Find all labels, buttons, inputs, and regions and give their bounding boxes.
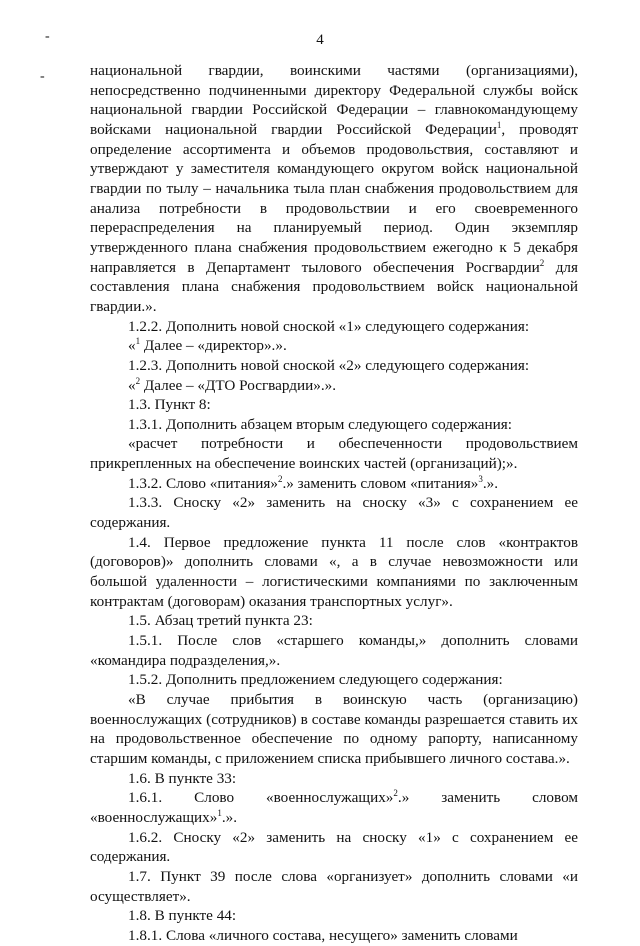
paragraph-p21 xyxy=(90,926,578,946)
paragraph-p13 xyxy=(90,631,578,670)
margin-mark: - xyxy=(40,69,45,84)
paragraph-text: 1.3. Пункт 8: xyxy=(128,396,211,414)
paragraph-text: 1.2.3. Дополнить новой сноской «2» следующего содержания: xyxy=(128,356,530,374)
footnote-ref: 2 xyxy=(135,375,141,386)
paragraph-p7 xyxy=(90,415,578,435)
paragraph-p3 xyxy=(90,336,578,356)
paragraph-p17 xyxy=(90,788,578,827)
footnote-ref: 1 xyxy=(135,336,141,347)
paragraph-p1 xyxy=(90,61,578,317)
paragraph-p20 xyxy=(90,906,578,926)
paragraph-text: « xyxy=(128,376,136,394)
paragraph-p4 xyxy=(90,356,578,376)
footnote-ref: 1 xyxy=(496,119,502,130)
paragraph-p2 xyxy=(90,317,578,337)
paragraph-text: 1.5.1. После слов «старшего команды,» дополнить словами «командира подразделения,». xyxy=(90,632,578,669)
paragraph-p6 xyxy=(90,395,578,415)
paragraph-text: .» заменить словом «военнослужащих» xyxy=(90,789,578,826)
paragraph-p5 xyxy=(90,376,578,396)
paragraph-text: для составления плана снабжения продовольствием войск национальной гвардии.». xyxy=(90,258,578,315)
paragraph-text: 1.5.2. Дополнить предложением следующего содержания: xyxy=(128,671,503,689)
paragraph-text: Далее – «директор».». xyxy=(140,337,287,355)
paragraph-text: 1.3.1. Дополнить абзацем вторым следующего содержания: xyxy=(128,415,513,433)
paragraph-text: .». xyxy=(221,808,238,826)
paragraph-p8 xyxy=(90,434,578,473)
paragraph-text: 1.8. В пункте 44: xyxy=(128,907,237,925)
paragraph-text: Далее – «ДТО Росгвардии».». xyxy=(140,376,337,394)
paragraph-text: 1.3.3. Сноску «2» заменить на сноску «3» с сохранением ее содержания. xyxy=(90,494,578,532)
paragraph-text: .» заменить словом «питания» xyxy=(282,474,479,492)
footnote-ref: 2 xyxy=(539,257,545,268)
paragraph-p15 xyxy=(90,690,578,769)
paragraph-p9 xyxy=(90,474,578,494)
document-body xyxy=(90,61,578,946)
paragraph-text: « xyxy=(128,337,136,355)
paragraph-text: 1.8.1. Слова «личного состава, несущего» заменить словами xyxy=(128,926,518,944)
footnote-ref: 2 xyxy=(277,473,283,484)
paragraph-text: 1.3.2. Слово «питания» xyxy=(128,474,278,492)
paragraph-p12 xyxy=(90,611,578,631)
paragraph-p11 xyxy=(90,533,578,612)
paragraph-text: 1.2.2. Дополнить новой сноской «1» следующего содержания: xyxy=(128,317,530,335)
paragraph-p14 xyxy=(90,670,578,690)
paragraph-text: 1.7. Пункт 39 после слова «организует» дополнить словами «и осуществляет». xyxy=(90,867,578,905)
paragraph-text: 1.6. В пункте 33: xyxy=(128,769,237,787)
paragraph-p19 xyxy=(90,867,578,906)
paragraph-text: 1.5. Абзац третий пункта 23: xyxy=(128,612,313,630)
paragraph-text: национальной гвардии, воинскими частями (организациями), непосредственно подчиненными директору Федеральной службы войск национальной гвардии Российской Федерации – главнокомандующему войсками национальной гвардии Российской Федерации xyxy=(90,62,578,138)
page-number: 4 xyxy=(316,32,324,48)
paragraph-text: 1.6.1. Слово «военнослужащих» xyxy=(128,789,394,807)
margin-mark: - xyxy=(45,29,50,44)
paragraph-text: , проводят определение ассортимента и объемов продовольствия, составляют и утверждают у заместителя командующего округом войск национальной гвардии по тылу – начальника тыла план снабжения продовольствием для анализа потребности в продовольствии и его своевременного перераспределения на планируемый период. Один экземпляр утвержденного плана снабжения продовольствием ежегодно к 5 декабря направляется в Департамент тылового обеспечения Росгвардии xyxy=(90,120,578,276)
footnote-ref: 1 xyxy=(217,807,222,818)
paragraph-p16 xyxy=(90,769,578,789)
paragraph-p18 xyxy=(90,828,578,867)
paragraph-p10 xyxy=(90,493,578,532)
paragraph-text: 1.6.2. Сноску «2» заменить на сноску «1» с сохранением ее содержания. xyxy=(90,828,578,866)
paragraph-text: 1.4. Первое предложение пункта 11 после слов «контрактов (договоров)» дополнить словами «, а в случае невозможности или большой удаленности – логистическими компаниями по заключенным контрактам (договорам) оказания транспортных услуг». xyxy=(90,533,578,610)
footnote-ref: 2 xyxy=(393,788,398,799)
paragraph-text: «расчет потребности и обеспеченности продовольствием прикрепленных на обеспечение воинских частей (организаций);». xyxy=(90,435,578,473)
paragraph-text: «В случае прибытия в воинскую часть (организацию) военнослужащих (сотрудников) в составе команды разрешается ставить их на продовольственное обеспечение по одному рапорту, написанному старшим команды, с приложением списка прибывшего личного состава.». xyxy=(90,691,578,767)
paragraph-text: .». xyxy=(482,474,499,492)
footnote-ref: 3 xyxy=(478,473,483,484)
